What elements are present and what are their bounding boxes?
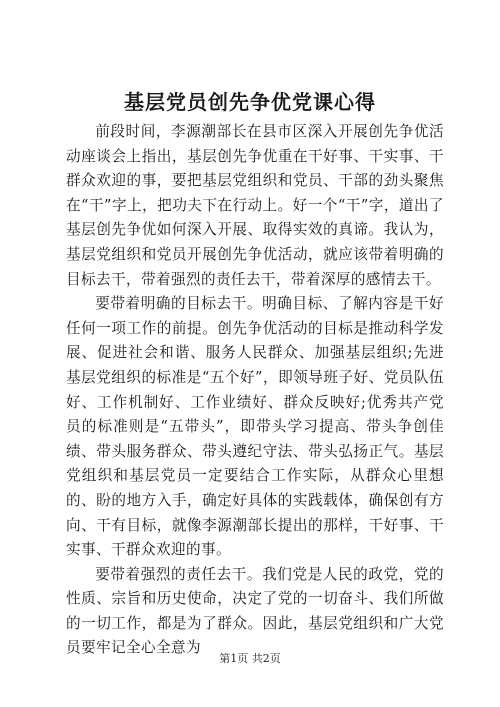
paragraph-responsibility: 要带着强烈的责任去干。我们党是人民的政党，党的性质、宗旨和历史使命，决定了党的一切奋斗、我们所做的一切工作，都是为了群众。因此，基层党组织和广大党员要牢记全心全意为 [66,565,444,657]
paragraph-clear-goals: 要带着明确的目标去干。明确目标、了解内容是干好任何一项工作的前提。创先争优活动的目标是推动科学发展、促进社会和谐、服务人民群众、加强基层组织;先进基层党组织的标准是“五个好”，即领导班子好、党员队伍好、工作机制好、工作业绩好、群众反映好;优秀共产党员的标准则是“五带头”，即带头学习提高、带头争创佳绩、带头服务群众、带头遵纪守法、带头弘扬正气。基层党组织和基层党员一定要结合工作实际，从群众心里想的、盼的地方入手，确定好具体的实践载体，确保创有方向、干有目标，就像李源潮部长提出的那样，干好事、干实事、干群众欢迎的事。 [66,295,444,559]
page-number-footer: 第1页 共2页 [219,652,281,665]
document-title: 基层党员创先争优党课心得 [124,90,376,114]
document-body [66,120,444,661]
paragraph-intro: 前段时间，李源潮部长在县市区深入开展创先争优活动座谈会上指出，基层创先争优重在干好事、干实事、干群众欢迎的事，要把基层党组织和党员、干部的劲头聚焦在“干”字上，把功夫下在行动上。好一个“干”字，道出了基层创先争优如何深入开展、取得实效的真谛。我认为，基层党组织和党员开展创先争优活动，就应该带着明确的目标去干，带着强烈的责任去干，带着深厚的感情去干。 [66,123,444,288]
